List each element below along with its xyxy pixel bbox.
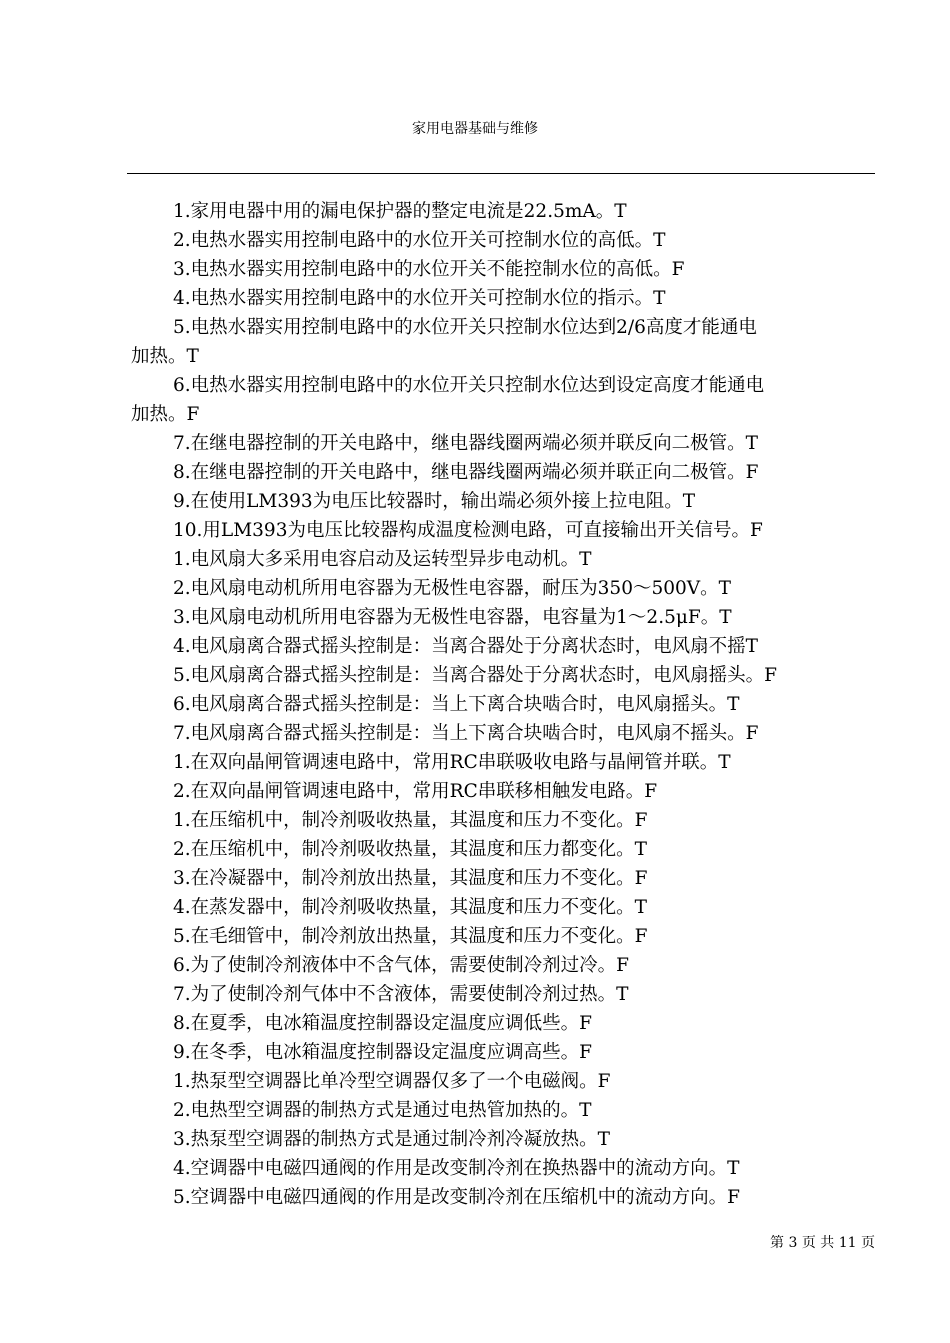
question-line: 4.电热水器实用控制电路中的水位开关可控制水位的指示。T [173, 288, 666, 309]
question-line: 3.在冷凝器中，制冷剂放出热量，其温度和压力不变化。F [173, 868, 648, 889]
question-line: 10.用LM393为电压比较器构成温度检测电路，可直接输出开关信号。F [173, 520, 763, 541]
question-line: 4.在蒸发器中，制冷剂吸收热量，其温度和压力不变化。T [173, 897, 647, 918]
question-line: 3.电风扇电动机所用电容器为无极性电容器，电容量为1～2.5μF。T [173, 607, 732, 628]
question-line: 6.电热水器实用控制电路中的水位开关只控制水位达到设定高度才能通电 [173, 375, 765, 396]
question-line: 5.电热水器实用控制电路中的水位开关只控制水位达到2/6高度才能通电 [173, 317, 757, 338]
question-line: 7.为了使制冷剂气体中不含液体，需要使制冷剂过热。T [173, 984, 629, 1005]
question-line: 加热。F [131, 404, 200, 425]
question-line: 2.电风扇电动机所用电容器为无极性电容器，耐压为350～500V。T [173, 578, 731, 599]
question-line: 1.在压缩机中，制冷剂吸收热量，其温度和压力不变化。F [173, 810, 648, 831]
question-line: 1.电风扇大多采用电容启动及运转型异步电动机。T [173, 549, 592, 570]
question-line: 2.电热型空调器的制热方式是通过电热管加热的。T [173, 1100, 592, 1121]
question-line: 1.家用电器中用的漏电保护器的整定电流是22.5mA。T [173, 201, 627, 222]
page-header-title: 家用电器基础与维修 [412, 121, 538, 137]
question-line: 5.电风扇离合器式摇头控制是：当离合器处于分离状态时，电风扇摇头。F [173, 665, 777, 686]
question-line: 2.在双向晶闸管调速电路中，常用RC串联移相触发电路。F [173, 781, 658, 802]
question-line: 4.电风扇离合器式摇头控制是：当离合器处于分离状态时，电风扇不摇T [173, 636, 758, 657]
question-line: 9.在冬季，电冰箱温度控制器设定温度应调高些。F [173, 1042, 592, 1063]
question-line: 1.在双向晶闸管调速电路中，常用RC串联吸收电路与晶闸管并联。T [173, 752, 731, 773]
page-number-footer: 第 3 页 共 11 页 [770, 1235, 875, 1251]
question-line: 9.在使用LM393为电压比较器时，输出端必须外接上拉电阻。T [173, 491, 696, 512]
question-line: 8.在夏季，电冰箱温度控制器设定温度应调低些。F [173, 1013, 592, 1034]
question-line: 5.空调器中电磁四通阀的作用是改变制冷剂在压缩机中的流动方向。F [173, 1187, 740, 1208]
question-line: 6.为了使制冷剂液体中不含气体，需要使制冷剂过冷。F [173, 955, 629, 976]
question-line: 3.热泵型空调器的制热方式是通过制冷剂冷凝放热。T [173, 1129, 610, 1150]
question-line: 2.电热水器实用控制电路中的水位开关可控制水位的高低。T [173, 230, 666, 251]
question-line: 3.电热水器实用控制电路中的水位开关不能控制水位的高低。F [173, 259, 685, 280]
header-divider [127, 173, 875, 174]
question-line: 1.热泵型空调器比单冷型空调器仅多了一个电磁阀。F [173, 1071, 611, 1092]
question-line: 6.电风扇离合器式摇头控制是：当上下离合块啮合时，电风扇摇头。T [173, 694, 740, 715]
question-line: 8.在继电器控制的开关电路中，继电器线圈两端必须并联正向二极管。F [173, 462, 759, 483]
question-line: 5.在毛细管中，制冷剂放出热量，其温度和压力不变化。F [173, 926, 648, 947]
question-list [131, 197, 875, 1212]
question-line: 7.在继电器控制的开关电路中，继电器线圈两端必须并联反向二极管。T [173, 433, 758, 454]
question-line: 2.在压缩机中，制冷剂吸收热量，其温度和压力都变化。T [173, 839, 647, 860]
question-line: 4.空调器中电磁四通阀的作用是改变制冷剂在换热器中的流动方向。T [173, 1158, 740, 1179]
question-line: 加热。T [131, 346, 199, 367]
question-line: 7.电风扇离合器式摇头控制是：当上下离合块啮合时，电风扇不摇头。F [173, 723, 759, 744]
